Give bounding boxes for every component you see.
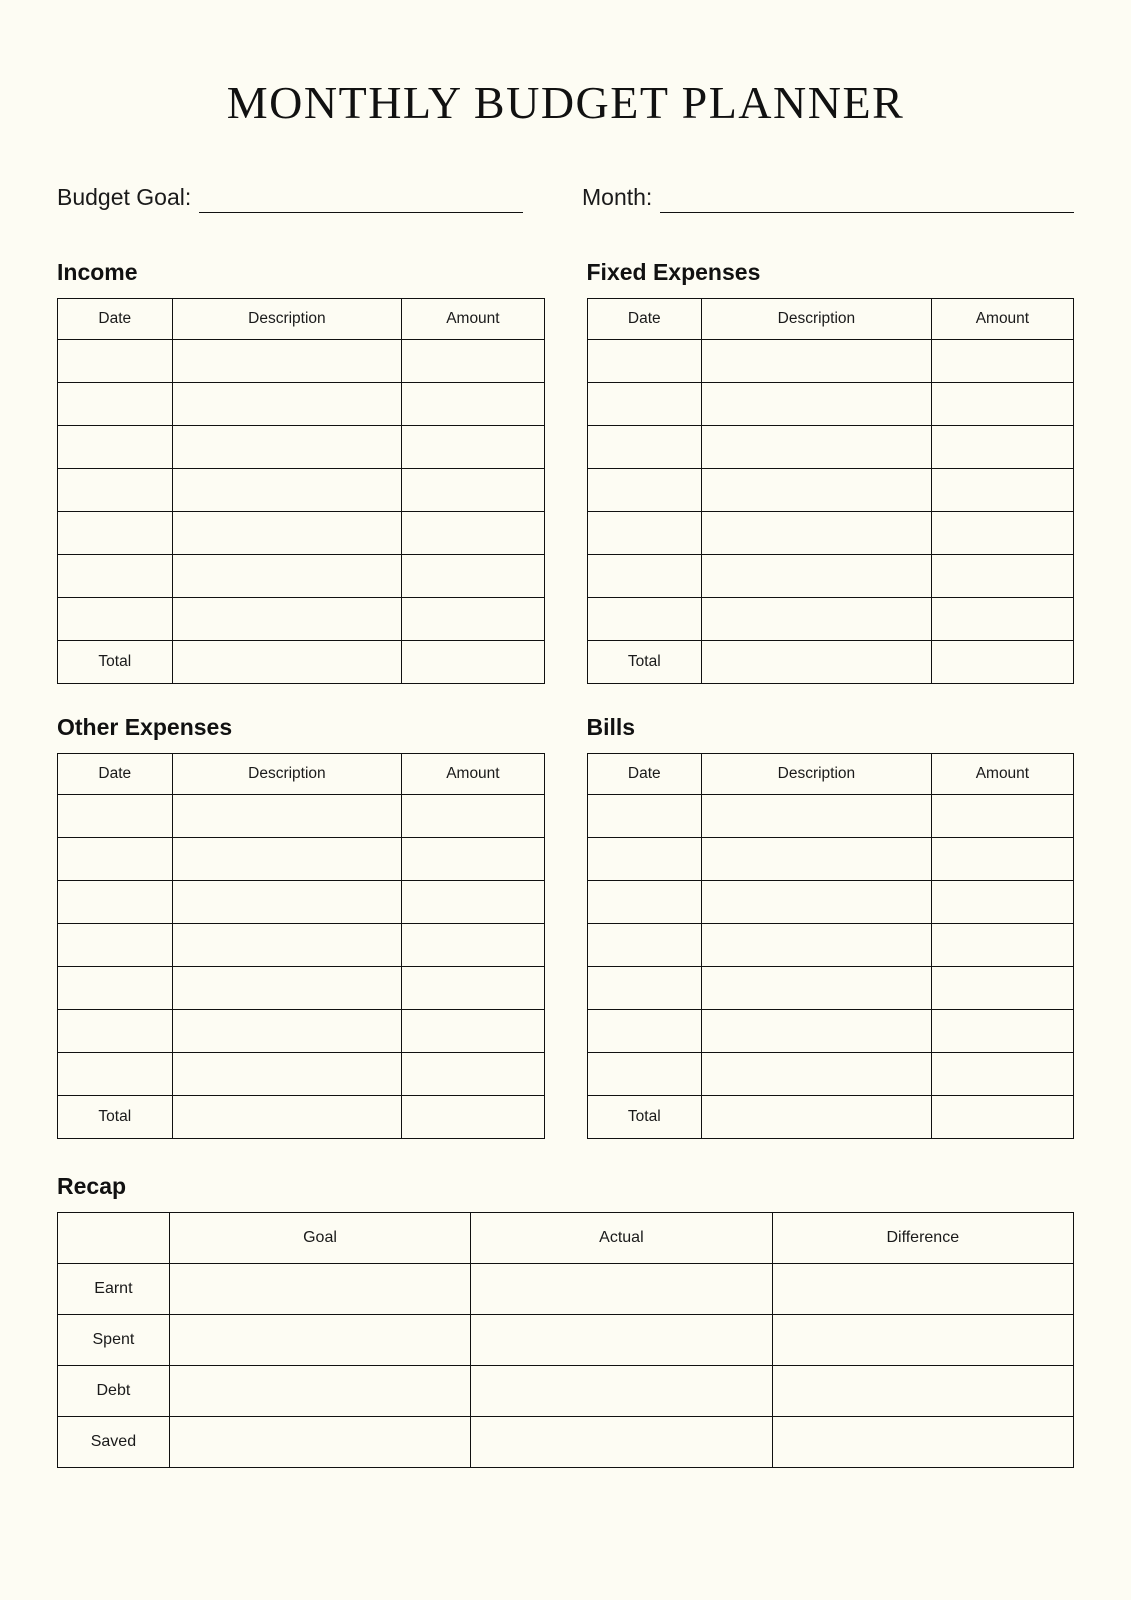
cell-description[interactable] bbox=[702, 880, 932, 923]
cell-amount[interactable] bbox=[931, 554, 1073, 597]
recap-cell-actual[interactable] bbox=[471, 1263, 772, 1314]
cell-amount[interactable] bbox=[931, 966, 1073, 1009]
cell-date[interactable] bbox=[587, 1052, 702, 1095]
cell-description[interactable] bbox=[172, 468, 402, 511]
table-header-row bbox=[58, 1212, 1074, 1263]
table-row[interactable] bbox=[587, 966, 1074, 1009]
meta-row bbox=[57, 184, 1074, 213]
recap-cell-goal[interactable] bbox=[169, 1314, 470, 1365]
table-row[interactable] bbox=[58, 1365, 1074, 1416]
table-row[interactable] bbox=[587, 382, 1074, 425]
cell-description[interactable] bbox=[702, 339, 932, 382]
table-total-row[interactable] bbox=[587, 1095, 1074, 1138]
column-header-amount: Amount bbox=[402, 753, 544, 794]
recap-cell-difference[interactable] bbox=[772, 1263, 1073, 1314]
table-row[interactable] bbox=[58, 1416, 1074, 1467]
cell-description[interactable] bbox=[702, 468, 932, 511]
cell-date[interactable] bbox=[58, 554, 173, 597]
section-title-bills: Bills bbox=[586, 713, 636, 740]
cell-amount[interactable] bbox=[402, 837, 544, 880]
cell-description[interactable] bbox=[702, 837, 932, 880]
table-total-row[interactable] bbox=[58, 640, 545, 683]
cell-date[interactable] bbox=[587, 597, 702, 640]
cell-date[interactable] bbox=[58, 597, 173, 640]
table-row[interactable] bbox=[58, 468, 545, 511]
cell-amount[interactable] bbox=[402, 1052, 544, 1095]
recap-cell-actual[interactable] bbox=[471, 1365, 772, 1416]
table-row[interactable] bbox=[58, 597, 545, 640]
budget-goal-label: Budget Goal: bbox=[57, 183, 192, 210]
budget-goal-field[interactable] bbox=[57, 184, 582, 213]
total-amount[interactable] bbox=[931, 1095, 1073, 1138]
table-row[interactable] bbox=[587, 425, 1074, 468]
cell-date[interactable] bbox=[58, 1009, 173, 1052]
recap-row-label: Earnt bbox=[58, 1263, 170, 1314]
page-title: MONTHLY BUDGET PLANNER bbox=[226, 77, 905, 128]
recap-row-label: Spent bbox=[58, 1314, 170, 1365]
section-title-income: Income bbox=[57, 258, 138, 285]
table-row[interactable] bbox=[587, 597, 1074, 640]
table-row[interactable] bbox=[58, 382, 545, 425]
cell-amount[interactable] bbox=[402, 468, 544, 511]
sections-grid bbox=[57, 259, 1074, 1139]
cell-amount[interactable] bbox=[931, 837, 1073, 880]
cell-date[interactable] bbox=[587, 1009, 702, 1052]
cell-amount[interactable] bbox=[931, 511, 1073, 554]
column-header-actual: Actual bbox=[471, 1212, 772, 1263]
cell-description[interactable] bbox=[702, 382, 932, 425]
total-amount[interactable] bbox=[402, 1095, 544, 1138]
table-row[interactable] bbox=[58, 511, 545, 554]
cell-amount[interactable] bbox=[931, 880, 1073, 923]
cell-date[interactable] bbox=[587, 966, 702, 1009]
column-header-date: Date bbox=[587, 753, 702, 794]
table-row[interactable] bbox=[587, 837, 1074, 880]
table-row[interactable] bbox=[587, 339, 1074, 382]
table-row[interactable] bbox=[587, 923, 1074, 966]
column-header-description: Description bbox=[702, 298, 932, 339]
table-total-row[interactable] bbox=[587, 640, 1074, 683]
cell-description[interactable] bbox=[172, 1009, 402, 1052]
cell-date[interactable] bbox=[58, 339, 173, 382]
column-header-goal: Goal bbox=[169, 1212, 470, 1263]
column-header-amount: Amount bbox=[931, 753, 1073, 794]
section-title-recap: Recap bbox=[57, 1172, 127, 1199]
column-header-description: Description bbox=[172, 298, 402, 339]
cell-description[interactable] bbox=[172, 382, 402, 425]
column-header-description: Description bbox=[702, 753, 932, 794]
cell-description[interactable] bbox=[702, 597, 932, 640]
table-row[interactable] bbox=[58, 339, 545, 382]
table-fixed-expenses bbox=[587, 298, 1075, 684]
cell-date[interactable] bbox=[587, 468, 702, 511]
recap-cell-difference[interactable] bbox=[772, 1365, 1073, 1416]
cell-amount[interactable] bbox=[931, 339, 1073, 382]
table-row[interactable] bbox=[58, 425, 545, 468]
cell-date[interactable] bbox=[587, 339, 702, 382]
cell-date[interactable] bbox=[587, 511, 702, 554]
table-bills bbox=[587, 753, 1075, 1139]
cell-description[interactable] bbox=[172, 511, 402, 554]
total-amount[interactable] bbox=[931, 640, 1073, 683]
cell-date[interactable] bbox=[587, 923, 702, 966]
table-row[interactable] bbox=[587, 1052, 1074, 1095]
column-header-difference: Difference bbox=[772, 1212, 1073, 1263]
recap-cell-difference[interactable] bbox=[772, 1416, 1073, 1467]
cell-date[interactable] bbox=[58, 382, 173, 425]
cell-description[interactable] bbox=[702, 425, 932, 468]
recap-cell-actual[interactable] bbox=[471, 1314, 772, 1365]
cell-description[interactable] bbox=[702, 794, 932, 837]
total-label: Total bbox=[587, 640, 702, 683]
table-row[interactable] bbox=[58, 794, 545, 837]
recap-cell-goal[interactable] bbox=[169, 1263, 470, 1314]
total-description[interactable] bbox=[702, 640, 932, 683]
cell-description[interactable] bbox=[172, 339, 402, 382]
table-row[interactable] bbox=[587, 880, 1074, 923]
cell-description[interactable] bbox=[702, 923, 932, 966]
table-row[interactable] bbox=[587, 511, 1074, 554]
column-header-date: Date bbox=[58, 298, 173, 339]
total-label: Total bbox=[58, 640, 173, 683]
cell-amount[interactable] bbox=[402, 923, 544, 966]
cell-date[interactable] bbox=[58, 468, 173, 511]
total-description[interactable] bbox=[172, 1095, 402, 1138]
table-income bbox=[57, 298, 545, 684]
total-description[interactable] bbox=[702, 1095, 932, 1138]
cell-description[interactable] bbox=[172, 1052, 402, 1095]
cell-amount[interactable] bbox=[402, 880, 544, 923]
cell-description[interactable] bbox=[702, 511, 932, 554]
cell-amount[interactable] bbox=[402, 554, 544, 597]
cell-description[interactable] bbox=[172, 554, 402, 597]
table-row[interactable] bbox=[58, 1052, 545, 1095]
cell-amount[interactable] bbox=[402, 511, 544, 554]
cell-date[interactable] bbox=[58, 794, 173, 837]
cell-amount[interactable] bbox=[931, 597, 1073, 640]
cell-amount[interactable] bbox=[402, 597, 544, 640]
cell-description[interactable] bbox=[702, 966, 932, 1009]
column-header-description: Description bbox=[172, 753, 402, 794]
month-field[interactable] bbox=[582, 184, 1074, 213]
cell-amount[interactable] bbox=[402, 794, 544, 837]
cell-date[interactable] bbox=[58, 923, 173, 966]
cell-amount[interactable] bbox=[402, 1009, 544, 1052]
cell-amount[interactable] bbox=[402, 382, 544, 425]
table-other-expenses bbox=[57, 753, 545, 1139]
recap-section bbox=[57, 1173, 1074, 1468]
column-header-date: Date bbox=[587, 298, 702, 339]
cell-amount[interactable] bbox=[931, 425, 1073, 468]
table-row[interactable] bbox=[58, 1263, 1074, 1314]
table-recap bbox=[57, 1212, 1074, 1468]
cell-description[interactable] bbox=[172, 837, 402, 880]
cell-date[interactable] bbox=[587, 880, 702, 923]
table-header-row bbox=[587, 753, 1074, 794]
cell-amount[interactable] bbox=[931, 468, 1073, 511]
cell-description[interactable] bbox=[172, 923, 402, 966]
total-label: Total bbox=[58, 1095, 173, 1138]
cell-date[interactable] bbox=[587, 382, 702, 425]
table-row[interactable] bbox=[587, 554, 1074, 597]
recap-cell-actual[interactable] bbox=[471, 1416, 772, 1467]
table-header-row bbox=[587, 298, 1074, 339]
cell-description[interactable] bbox=[172, 794, 402, 837]
recap-row-label: Saved bbox=[58, 1416, 170, 1467]
table-row[interactable] bbox=[58, 966, 545, 1009]
cell-description[interactable] bbox=[172, 880, 402, 923]
cell-amount[interactable] bbox=[402, 339, 544, 382]
total-amount[interactable] bbox=[402, 640, 544, 683]
table-row[interactable] bbox=[58, 837, 545, 880]
cell-date[interactable] bbox=[58, 1052, 173, 1095]
cell-description[interactable] bbox=[172, 425, 402, 468]
cell-description[interactable] bbox=[172, 966, 402, 1009]
table-row[interactable] bbox=[587, 1009, 1074, 1052]
right-column bbox=[587, 259, 1075, 1139]
cell-amount[interactable] bbox=[931, 794, 1073, 837]
table-row[interactable] bbox=[58, 1314, 1074, 1365]
total-description[interactable] bbox=[172, 640, 402, 683]
cell-date[interactable] bbox=[587, 794, 702, 837]
section-title-fixed-expenses: Fixed Expenses bbox=[586, 258, 761, 285]
table-row[interactable] bbox=[58, 554, 545, 597]
cell-date[interactable] bbox=[58, 966, 173, 1009]
table-row[interactable] bbox=[587, 468, 1074, 511]
cell-description[interactable] bbox=[702, 1052, 932, 1095]
cell-date[interactable] bbox=[587, 837, 702, 880]
table-row[interactable] bbox=[58, 1009, 545, 1052]
cell-date[interactable] bbox=[587, 554, 702, 597]
total-label: Total bbox=[587, 1095, 702, 1138]
cell-amount[interactable] bbox=[931, 1009, 1073, 1052]
recap-row-label: Debt bbox=[58, 1365, 170, 1416]
table-row[interactable] bbox=[58, 923, 545, 966]
cell-description[interactable] bbox=[702, 554, 932, 597]
cell-date[interactable] bbox=[58, 425, 173, 468]
table-total-row[interactable] bbox=[58, 1095, 545, 1138]
cell-date[interactable] bbox=[58, 837, 173, 880]
cell-description[interactable] bbox=[702, 1009, 932, 1052]
column-header-blank bbox=[58, 1212, 170, 1263]
recap-cell-goal[interactable] bbox=[169, 1416, 470, 1467]
cell-amount[interactable] bbox=[931, 923, 1073, 966]
column-header-amount: Amount bbox=[402, 298, 544, 339]
column-header-date: Date bbox=[58, 753, 173, 794]
column-header-amount: Amount bbox=[931, 298, 1073, 339]
cell-date[interactable] bbox=[58, 511, 173, 554]
cell-description[interactable] bbox=[172, 597, 402, 640]
table-header-row bbox=[58, 298, 545, 339]
recap-cell-goal[interactable] bbox=[169, 1365, 470, 1416]
month-label: Month: bbox=[582, 183, 653, 210]
cell-amount[interactable] bbox=[402, 425, 544, 468]
cell-amount[interactable] bbox=[402, 966, 544, 1009]
table-row[interactable] bbox=[587, 794, 1074, 837]
month-input[interactable] bbox=[660, 186, 1074, 213]
section-title-other-expenses: Other Expenses bbox=[57, 713, 233, 740]
table-header-row bbox=[58, 753, 545, 794]
recap-cell-difference[interactable] bbox=[772, 1314, 1073, 1365]
cell-date[interactable] bbox=[587, 425, 702, 468]
table-row[interactable] bbox=[58, 880, 545, 923]
cell-amount[interactable] bbox=[931, 382, 1073, 425]
cell-date[interactable] bbox=[58, 880, 173, 923]
left-column bbox=[57, 259, 545, 1139]
cell-amount[interactable] bbox=[931, 1052, 1073, 1095]
budget-goal-input[interactable] bbox=[199, 186, 523, 213]
